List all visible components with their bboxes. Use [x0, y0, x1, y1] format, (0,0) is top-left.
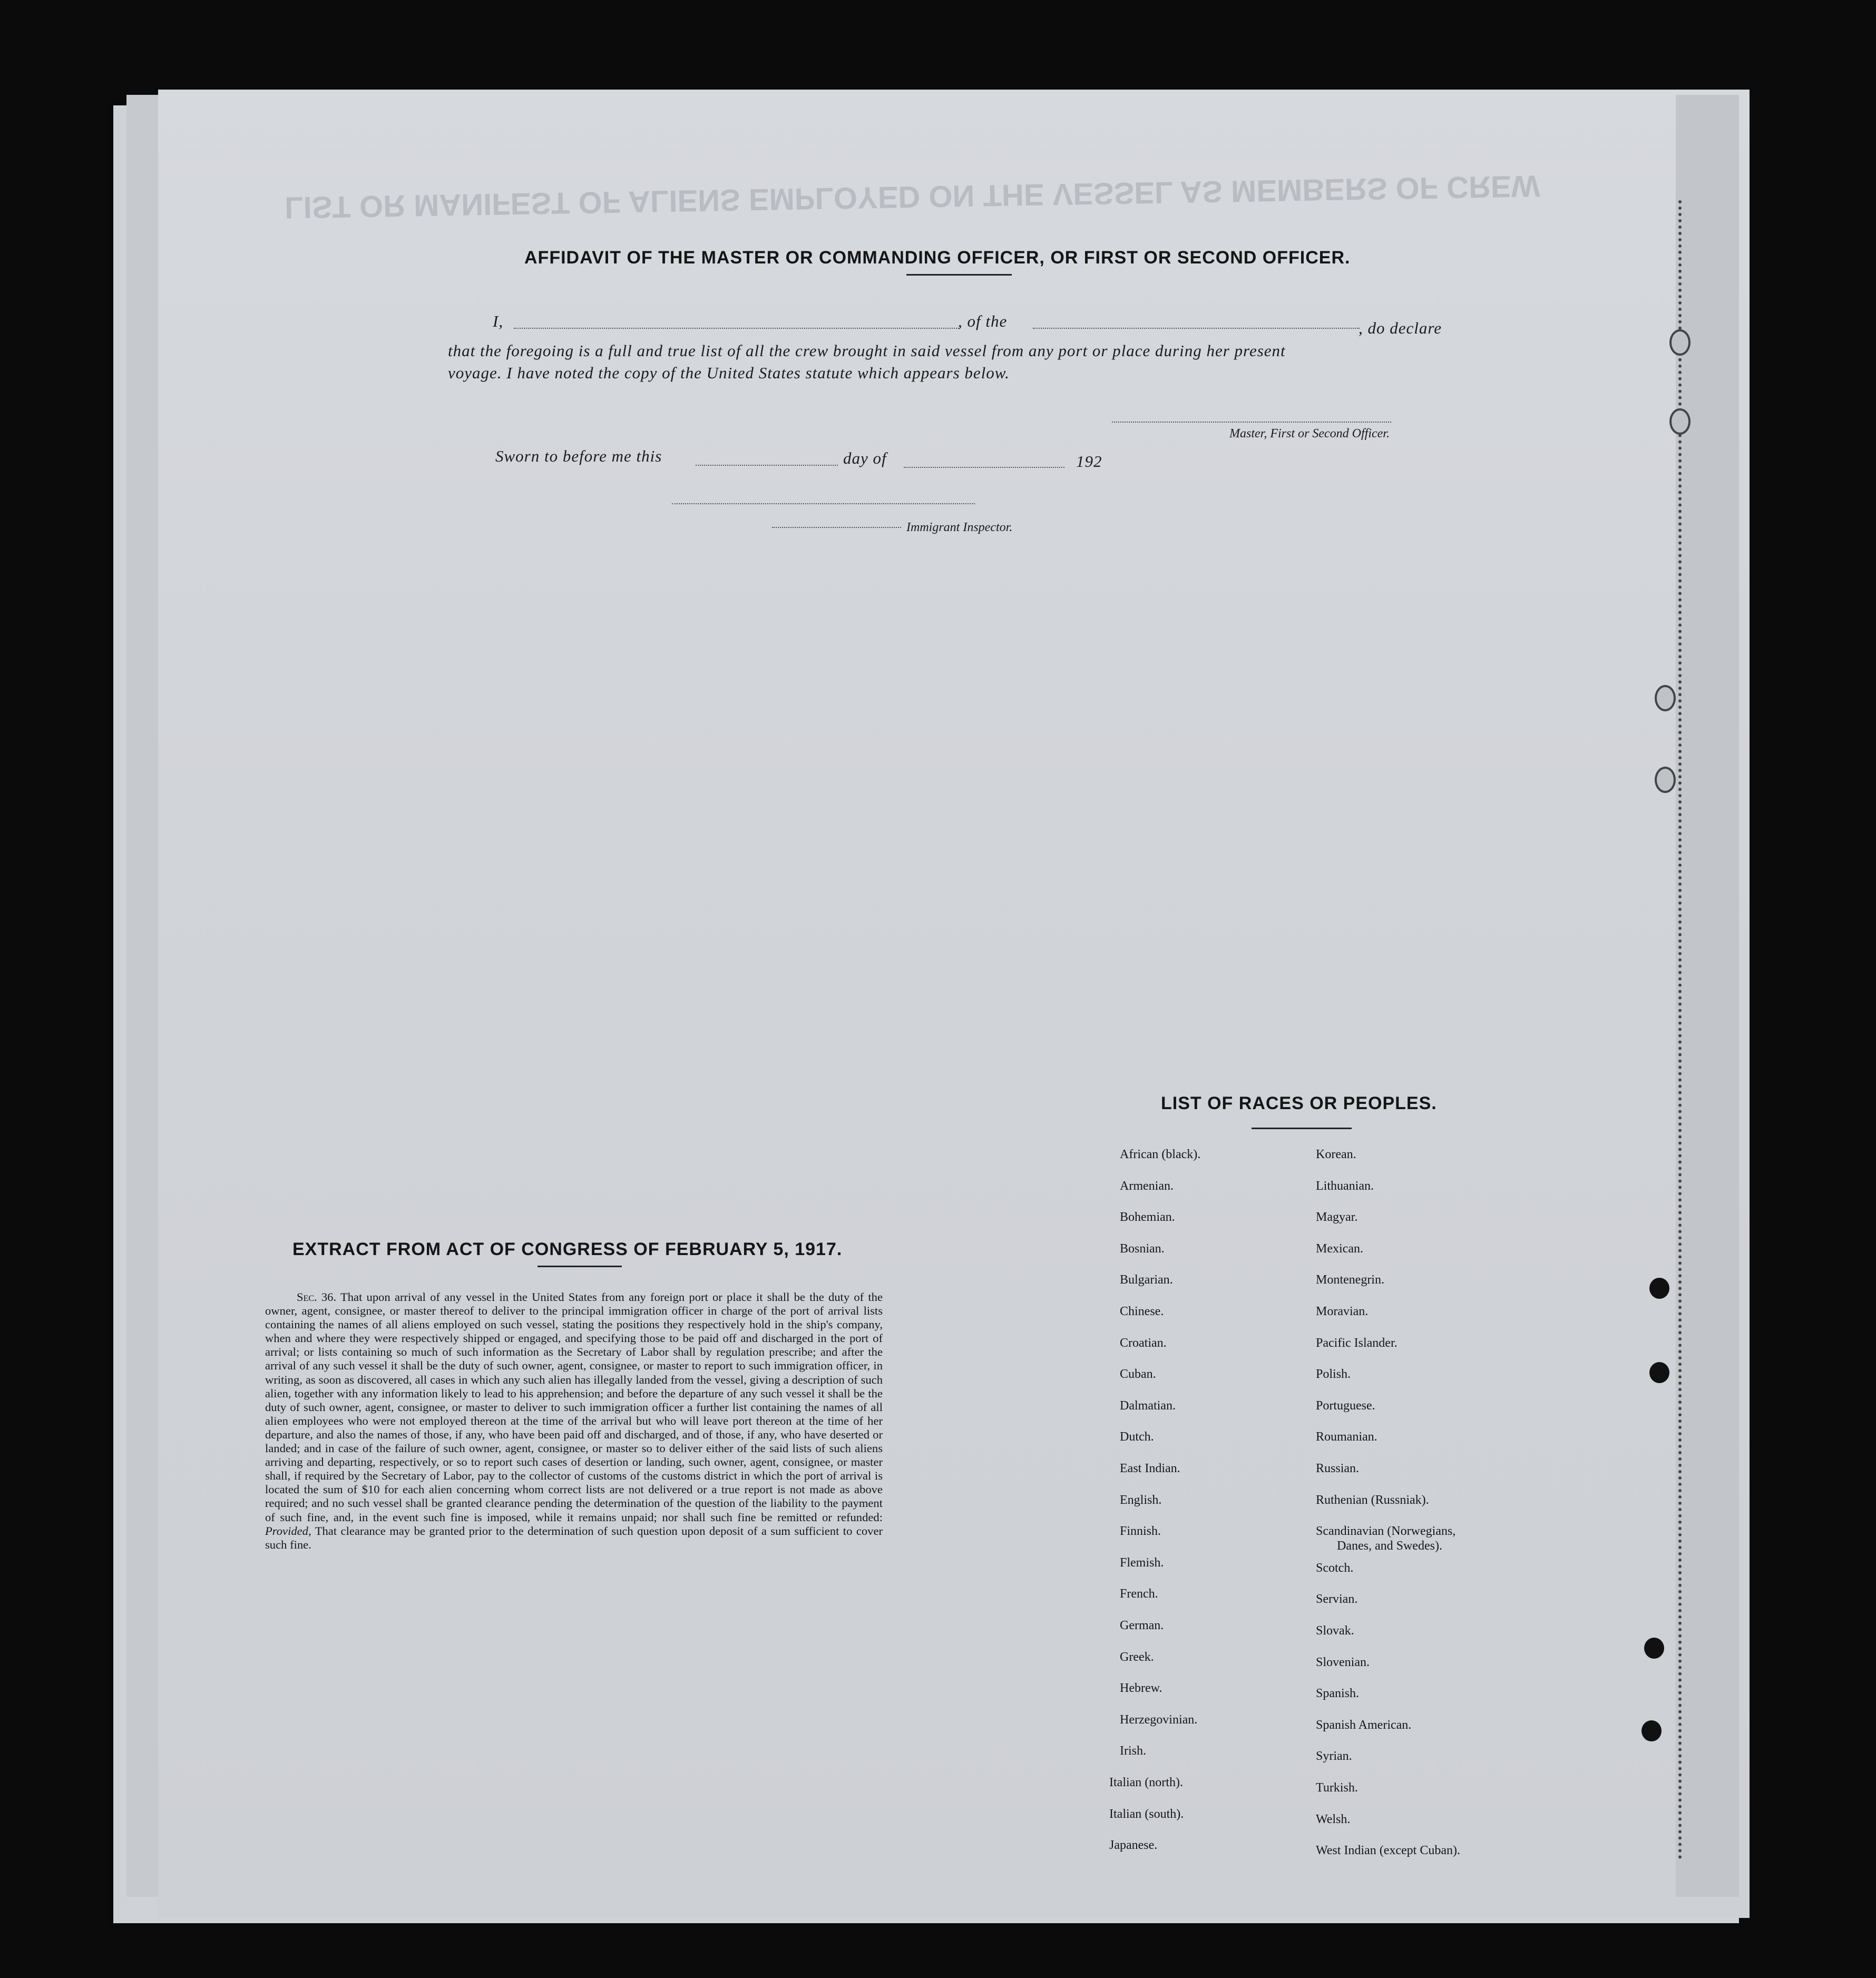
race-item: Magyar.: [1316, 1210, 1358, 1225]
sworn-year-prefix: 192: [1076, 452, 1102, 471]
of-the-label: , of the: [958, 312, 1008, 330]
race-item: Syrian.: [1316, 1749, 1352, 1764]
race-item: Armenian.: [1120, 1179, 1174, 1193]
master-signature-field: [1112, 422, 1391, 423]
race-item: West Indian (except Cuban).: [1316, 1844, 1460, 1858]
bleed-through-heading: LIST OR MANIFEST OF ALIENS EMPLOYED ON THE VESSEL AS MEMBERS OF CREW: [284, 169, 1540, 225]
race-item: East Indian.: [1120, 1462, 1180, 1475]
binder-hole: [1655, 685, 1676, 711]
races-title-underline: [1252, 1128, 1352, 1129]
race-item: Scotch.: [1316, 1561, 1354, 1575]
race-item: Roumanian.: [1316, 1430, 1377, 1444]
race-item: Bulgarian.: [1120, 1273, 1173, 1287]
race-item: Chinese.: [1120, 1305, 1164, 1318]
race-item: Finnish.: [1120, 1524, 1161, 1539]
affidavit-title: AFFIDAVIT OF THE MASTER OR COMMANDING OFFICER, OR FIRST OR SECOND OFFICER.: [524, 248, 1351, 268]
punch-dot: [1644, 1638, 1664, 1659]
race-item: Herzegovinian.: [1120, 1712, 1198, 1727]
inspector-signature-field-2: [772, 527, 901, 528]
extract-body: [265, 1290, 883, 1552]
race-item: French.: [1120, 1587, 1158, 1601]
race-item: Scandinavian (Norwegians,: [1316, 1524, 1456, 1539]
race-item: Lithuanian.: [1316, 1179, 1374, 1193]
race-item: Italian (south).: [1109, 1807, 1184, 1821]
punch-dot: [1649, 1278, 1669, 1299]
race-item: English.: [1120, 1493, 1162, 1507]
race-item: Pacific Islander.: [1316, 1336, 1398, 1350]
sworn-day-of-label: day of: [843, 449, 887, 467]
race-item: Mexican.: [1316, 1241, 1363, 1256]
race-item: Hebrew.: [1120, 1681, 1162, 1696]
extract-text-b: That clearance may be granted prior to the determination of such question upon deposit of a sum sufficient to cover such fine.: [265, 1524, 883, 1551]
race-item: Bohemian.: [1120, 1210, 1175, 1225]
race-item: Flemish.: [1120, 1555, 1164, 1570]
right-margin-strip: [1676, 95, 1739, 1897]
race-item: Bosnian.: [1120, 1241, 1165, 1256]
punch-dot: [1649, 1362, 1669, 1383]
race-item: Turkish.: [1316, 1781, 1358, 1795]
race-item: Moravian.: [1316, 1305, 1369, 1318]
race-item: Croatian.: [1120, 1336, 1167, 1350]
provided-word: Provided,: [265, 1524, 311, 1538]
section-label: Sec. 36.: [297, 1290, 337, 1304]
master-signature-caption: Master, First or Second Officer.: [1229, 427, 1390, 440]
perforation-line: [1678, 200, 1682, 1860]
race-item: Slovak.: [1316, 1624, 1354, 1638]
binder-hole: [1669, 329, 1691, 356]
sworn-month-field: [904, 467, 1064, 468]
race-item: Danes, and Swedes).: [1337, 1539, 1442, 1553]
race-item: Montenegrin.: [1316, 1273, 1384, 1287]
race-item: Polish.: [1316, 1367, 1351, 1382]
race-item: Dalmatian.: [1120, 1398, 1176, 1413]
race-item: Spanish.: [1316, 1687, 1360, 1701]
race-item: Cuban.: [1120, 1367, 1156, 1382]
race-item: Irish.: [1120, 1744, 1146, 1758]
punch-dot: [1642, 1720, 1662, 1741]
do-declare-label: , do declare: [1359, 319, 1442, 337]
binder-hole: [1669, 408, 1691, 435]
binder-hole: [1655, 767, 1676, 793]
race-item: Greek.: [1120, 1650, 1154, 1664]
sworn-prefix: Sworn to before me this: [495, 447, 662, 465]
vessel-name-field: [1033, 328, 1360, 329]
race-item: Spanish American.: [1316, 1718, 1412, 1732]
race-item: Servian.: [1316, 1592, 1358, 1607]
inspector-caption: Immigrant Inspector.: [906, 521, 1013, 534]
extract-text-a: That upon arrival of any vessel in the United States from any foreign port or place it shall be the duty of the owner, agent, consignee, or master thereof to deliver to the principal immigration officer in charge of the port of arrival lists containing the names of all aliens employed on such vessel, stating the positions they respectively hold in the ship's company, when and where they were respectively shipped or engaged, and specifying those to be paid off and discharged in the port of arrival; or lists containing so much of such information as the Secretary of Labor shall by regulation prescribe; and after the arrival of any such vessel it shall be the duty of such owner, agent, consignee, or master to report to such immigration officer, in writing, as soon as discovered, all cases in which any such alien has illegally landed from the vessel, giving a description of such alien, together with any information likely to lead to his apprehension; and before the departure of any such vessel it shall be the duty of such owner, agent, consignee, or master to deliver to such immigration officer a further list containing the names of all alien employees who were not employed thereon at the time of the arrival but who will leave port thereon at the time of her departure, and also the names of those, if any, who have been paid off and discharged, and of those, if any, who have deserted or landed; and in case of the failure of such owner, agent, consignee, or master so to deliver either of the said lists of such aliens arriving and departing, respectively, or so to report such cases of desertion or landing, such owner, agent, consignee, or master shall, if required by the Secretary of Labor, pay to the collector of customs of the customs district in which the port of arrival is located the sum of $10 for each alien concerning whom correct lists are not delivered or a true report is not made as above required; and no such vessel shall be granted clearance pending the determination of the question of the liability to the payment of such fine, and, in the event such fine is imposed, while it remains unpaid; nor shall such fine be remitted or refunded:: [265, 1290, 883, 1524]
extract-title: EXTRACT FROM ACT OF CONGRESS OF FEBRUARY 5, 1917.: [292, 1239, 843, 1259]
declaration-line-3: voyage. I have noted the copy of the United States statute which appears below.: [448, 364, 1010, 382]
race-item: Dutch.: [1120, 1430, 1154, 1444]
race-item: Slovenian.: [1316, 1655, 1370, 1669]
race-item: Russian.: [1316, 1462, 1360, 1475]
race-item: Welsh.: [1316, 1812, 1351, 1826]
race-item: Japanese.: [1109, 1838, 1158, 1853]
race-item: African (black).: [1120, 1148, 1201, 1161]
race-item: Ruthenian (Russniak).: [1316, 1493, 1429, 1507]
inspector-signature-field: [672, 503, 975, 504]
declarant-name-field: [514, 328, 959, 329]
races-title: LIST OF RACES OR PEOPLES.: [1161, 1093, 1437, 1113]
race-item: German.: [1120, 1619, 1164, 1632]
declarant-prefix: I,: [493, 312, 504, 330]
race-item: Portuguese.: [1316, 1398, 1375, 1413]
extract-title-underline: [538, 1266, 622, 1267]
declaration-line-2: that the foregoing is a full and true list of all the crew brought in said vessel from any port or place during her present: [448, 341, 1286, 360]
title-underline: [906, 274, 1012, 276]
sworn-day-field: [696, 465, 838, 466]
race-item: Italian (north).: [1109, 1776, 1183, 1789]
race-item: Korean.: [1316, 1148, 1356, 1161]
